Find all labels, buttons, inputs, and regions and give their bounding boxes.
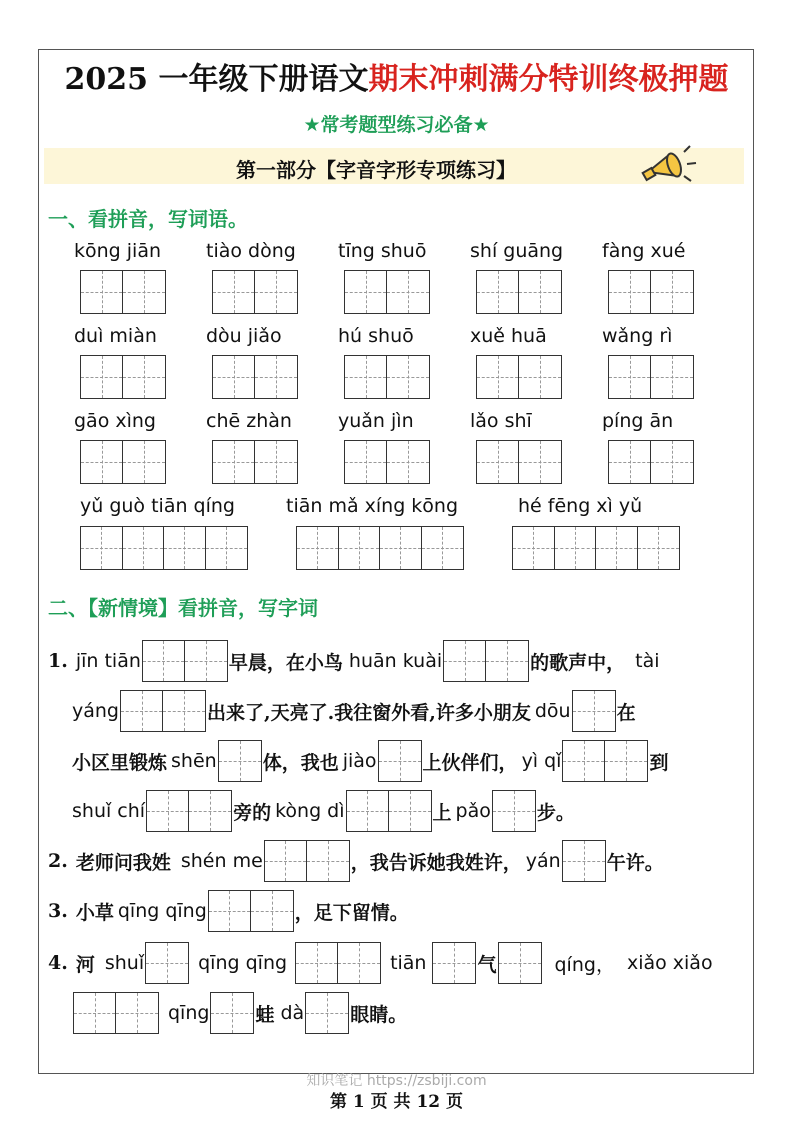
answer-box[interactable] (492, 790, 536, 832)
pinyin: huān kuài (348, 650, 443, 672)
answer-box[interactable] (346, 790, 432, 832)
pinyin: yán (525, 850, 561, 872)
text: 气 (477, 953, 497, 976)
title-highlight: 期末冲刺满分特训终极押题 (368, 62, 729, 97)
q2-number: 2. (48, 850, 68, 872)
text: 在 (616, 701, 636, 724)
text: 眼睛。 (350, 1003, 408, 1026)
writing-grid[interactable] (344, 440, 430, 484)
pinyin: tiān (390, 952, 427, 974)
q3-line (48, 890, 409, 932)
pinyin-prompt: hé fēng xì yǔ (518, 495, 643, 517)
pinyin: yáng (72, 700, 119, 722)
writing-grid[interactable] (476, 355, 562, 399)
writing-grid[interactable] (476, 270, 562, 314)
answer-box[interactable] (305, 992, 349, 1034)
answer-box[interactable] (432, 942, 476, 984)
answer-box[interactable] (145, 942, 189, 984)
text: ，我告诉她我姓许， (350, 851, 522, 874)
text: 旁的 (233, 801, 272, 824)
answer-box[interactable] (572, 690, 616, 732)
q4-line1 (48, 942, 713, 984)
pinyin: shuǐ chí (72, 800, 146, 822)
answer-box[interactable] (120, 690, 206, 732)
pinyin: pǎo (455, 800, 491, 822)
text: 体，我也 (262, 751, 339, 774)
pinyin-prompt: yǔ guò tiān qíng (80, 495, 235, 517)
q1-line1 (48, 640, 660, 682)
writing-grid[interactable] (608, 355, 694, 399)
writing-grid[interactable] (608, 440, 694, 484)
writing-grid[interactable] (80, 355, 166, 399)
section2-heading: 二、【新情境】看拼音，写字词 (48, 596, 318, 620)
page-title (0, 54, 793, 98)
pinyin-prompt: fàng xué (602, 240, 686, 262)
writing-grid[interactable] (608, 270, 694, 314)
q1-number: 1. (48, 650, 68, 672)
pinyin: yì qǐ (521, 750, 562, 772)
writing-grid[interactable] (476, 440, 562, 484)
pinyin-prompt: lǎo shī (470, 410, 532, 432)
part-title: 第一部分【字音字形专项练习】 (236, 158, 516, 182)
pinyin-prompt: tīng shuō (338, 240, 427, 262)
text: 老师问我姓 (75, 851, 171, 874)
writing-grid[interactable] (212, 270, 298, 314)
writing-grid[interactable] (80, 440, 166, 484)
answer-box[interactable] (378, 740, 422, 782)
q4-number: 4. (48, 952, 68, 974)
writing-grid[interactable] (512, 526, 680, 570)
text: 小区里锻炼 (72, 751, 168, 774)
pinyin: jiào (342, 750, 377, 772)
pinyin-prompt: hú shuō (338, 325, 414, 347)
pinyin-prompt: kōng jiān (74, 240, 162, 262)
answer-box[interactable] (562, 840, 606, 882)
answer-box[interactable] (218, 740, 262, 782)
answer-box[interactable] (208, 890, 294, 932)
text: 早晨，在小鸟 (228, 651, 343, 674)
pinyin: tài (635, 650, 660, 672)
q1-line3 (72, 740, 668, 782)
q1-line2 (72, 690, 636, 732)
writing-grid[interactable] (344, 270, 430, 314)
pinyin: dōu (534, 700, 571, 722)
pinyin: qīng qīng (198, 952, 288, 974)
writing-grid[interactable] (212, 355, 298, 399)
pinyin: qīng qīng (117, 900, 207, 922)
answer-box[interactable] (73, 992, 159, 1034)
writing-grid[interactable] (212, 440, 298, 484)
watermark: 知识笔记 https://zsbiji.com (306, 1073, 487, 1089)
pinyin-prompt: tiān mǎ xíng kōng (286, 495, 459, 517)
text: 出来了,天亮了.我往窗外看,许多小朋友 (207, 701, 531, 724)
answer-box[interactable] (443, 640, 529, 682)
pinyin: jīn tiān (75, 650, 141, 672)
pinyin-prompt: xuě huā (470, 325, 547, 347)
text: 到 (649, 751, 669, 774)
megaphone-icon (640, 138, 702, 188)
part-banner (44, 148, 744, 184)
writing-grid[interactable] (344, 355, 430, 399)
text: 步。 (536, 801, 575, 824)
q3-number: 3. (48, 900, 68, 922)
text: 的歌声中， (530, 651, 626, 674)
answer-box[interactable] (295, 942, 381, 984)
pinyin: dà (280, 1002, 305, 1024)
writing-grid[interactable] (80, 270, 166, 314)
pinyin: qíng， (554, 953, 615, 976)
pinyin: shēn (171, 750, 217, 772)
q4-line2 (72, 992, 407, 1034)
pinyin-prompt: duì miàn (74, 325, 157, 347)
answer-box[interactable] (562, 740, 648, 782)
answer-box[interactable] (264, 840, 350, 882)
section1-heading: 一、看拼音，写词语。 (48, 207, 248, 231)
pinyin: qīng (168, 1002, 210, 1024)
answer-box[interactable] (498, 942, 542, 984)
pinyin: shuǐ (104, 952, 145, 974)
text: 上 (432, 801, 452, 824)
text: 上伙伴们， (422, 751, 518, 774)
pinyin: kòng dì (275, 800, 345, 822)
answer-box[interactable] (146, 790, 232, 832)
writing-grid[interactable] (80, 526, 248, 570)
text: 蛙 (255, 1003, 275, 1026)
answer-box[interactable] (210, 992, 254, 1034)
pinyin-prompt: píng ān (602, 410, 674, 432)
pinyin: xiǎo xiǎo (626, 952, 713, 974)
page-number: 第 1 页 共 12 页 (329, 1092, 464, 1112)
text: 午许。 (606, 851, 664, 874)
pinyin-prompt: shí guāng (470, 240, 564, 262)
subtitle: ★常考题型练习必备★ (303, 114, 490, 136)
pinyin-prompt: wǎng rì (602, 325, 673, 347)
q2-line (48, 840, 664, 882)
text: ，足下留情。 (294, 901, 409, 924)
pinyin-prompt: dòu jiǎo (206, 325, 282, 347)
text: 小草 (75, 901, 114, 924)
pinyin: shén me (180, 850, 263, 872)
pinyin-prompt: yuǎn jìn (338, 410, 414, 432)
pinyin-prompt: tiào dòng (206, 240, 296, 262)
text: 河 (75, 953, 95, 976)
answer-box[interactable] (142, 640, 228, 682)
title-prefix: 2025 一年级下册语文 (64, 62, 369, 97)
writing-grid[interactable] (296, 526, 464, 570)
pinyin-prompt: chē zhàn (206, 410, 292, 432)
q1-line4 (72, 790, 575, 832)
pinyin-prompt: gāo xìng (74, 410, 156, 432)
